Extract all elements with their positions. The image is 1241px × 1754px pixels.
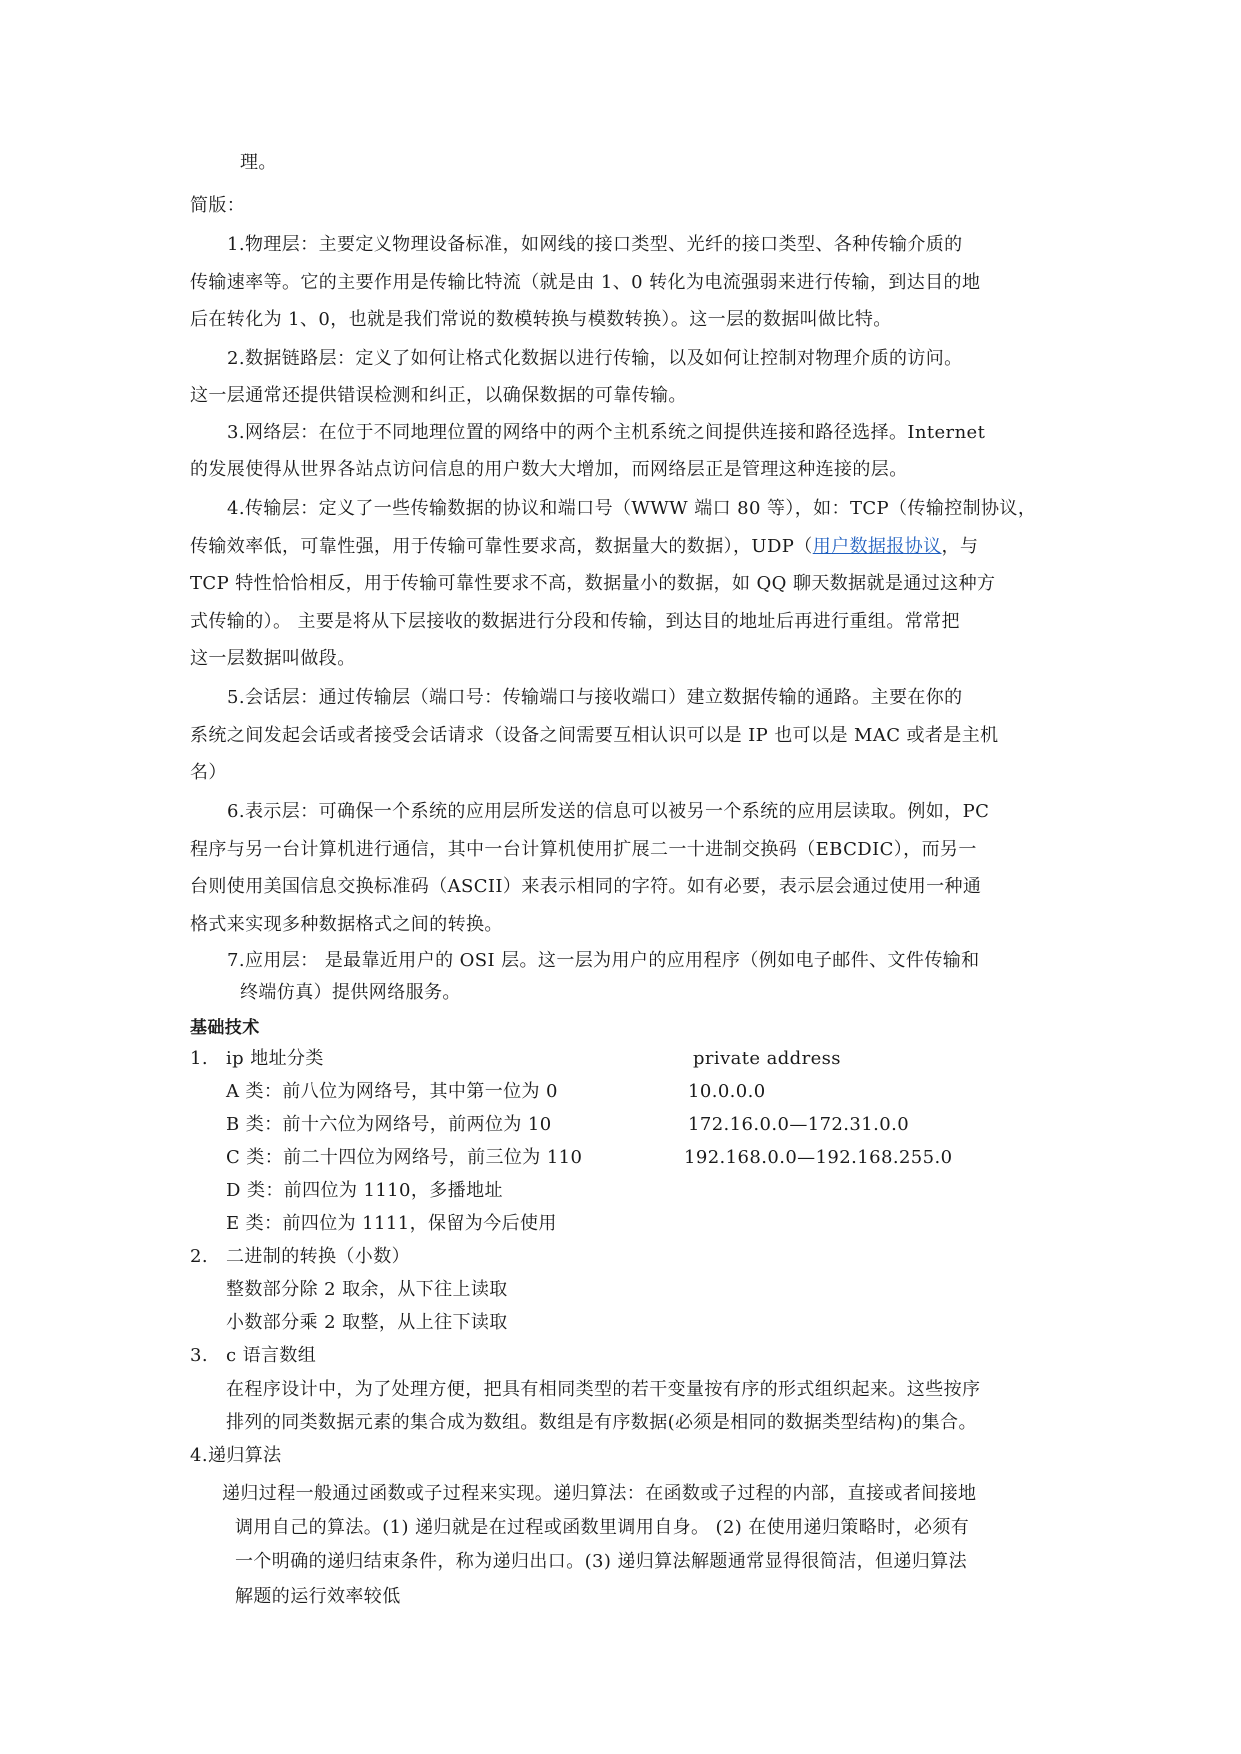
ip-class-desc: C 类：前二十四位为网络号，前三位为 110 bbox=[226, 1147, 583, 1168]
osi-network-line: 的发展使得从世界各站点访问信息的用户数大大增加，而网络层正是管理这种连接的层。 bbox=[190, 459, 908, 480]
list-title: 二进制的转换（小数） bbox=[226, 1246, 410, 1267]
osi-transport-line: 式传输的）。 主要是将从下层接收的数据进行分段和传输，到达目的地址后再进行重组。常常把 bbox=[190, 611, 960, 632]
binary-rule: 小数部分乘 2 取整，从上往下读取 bbox=[226, 1312, 508, 1333]
list-title: ip 地址分类 bbox=[226, 1048, 324, 1069]
osi-application-line: 7.应用层： 是最靠近用户的 OSI 层。这一层为用户的应用程序（例如电子邮件、文件传输和 bbox=[227, 950, 980, 971]
udp-link[interactable]: 用户数据报协议 bbox=[812, 536, 942, 557]
osi-transport-line: 4.传输层：定义了一些传输数据的协议和端口号（WWW 端口 80 等），如：TCP（传输控制协议， bbox=[227, 498, 1037, 519]
recursion-text: 调用自己的算法。(1) 递归就是在过程或函数里调用自身。 (2) 在使用递归策略时，必须有 bbox=[235, 1517, 970, 1538]
osi-transport-line bbox=[190, 534, 978, 560]
recursion-title: 4.递归算法 bbox=[190, 1445, 282, 1466]
osi-presentation-line: 6.表示层：可确保一个系统的应用层所发送的信息可以被另一个系统的应用层读取。例如，PC bbox=[227, 801, 990, 822]
c-array-title bbox=[190, 1343, 316, 1369]
osi-session-line: 5.会话层：通过传输层（端口号：传输端口与接收端口）建立数据传输的通路。主要在你的 bbox=[227, 687, 963, 708]
osi-transport-line: 这一层数据叫做段。 bbox=[190, 648, 356, 669]
osi-physical-line: 后在转化为 1、0，也就是我们常说的数模转换与模数转换）。这一层的数据叫做比特。 bbox=[190, 309, 892, 330]
list-number: 2. bbox=[190, 1246, 208, 1267]
ip-class-addr: 10.0.0.0 bbox=[688, 1081, 766, 1102]
continuation-text: 理。 bbox=[240, 152, 277, 173]
ip-class-desc: A 类：前八位为网络号，其中第一位为 0 bbox=[226, 1081, 558, 1102]
osi-transport-line: TCP 特性恰恰相反，用于传输可靠性要求不高，数据量小的数据，如 QQ 聊天数据就是通过这种方 bbox=[190, 573, 996, 594]
osi-session-line: 系统之间发起会话或者接受会话请求（设备之间需要互相认识可以是 IP 也可以是 MAC 或者是主机 bbox=[190, 725, 999, 746]
osi-datalink-line: 这一层通常还提供错误检测和纠正，以确保数据的可靠传输。 bbox=[190, 385, 687, 406]
osi-session-line: 名） bbox=[190, 762, 227, 783]
recursion-text: 递归过程一般通过函数或子过程来实现。递归算法：在函数或子过程的内部，直接或者间接地 bbox=[222, 1483, 977, 1504]
section-heading: 基础技术 bbox=[190, 1018, 260, 1038]
c-array-text: 排列的同类数据元素的集合成为数组。数组是有序数据(必须是相同的数据类型结构)的集合。 bbox=[226, 1412, 977, 1433]
transport-text: 传输效率低，可靠性强，用于传输可靠性要求高，数据量大的数据），UDP（ bbox=[190, 536, 813, 557]
osi-physical-line: 1.物理层：主要定义物理设备标准，如网线的接口类型、光纤的接口类型、各种传输介质的 bbox=[227, 234, 963, 255]
binary-conversion-title bbox=[190, 1244, 410, 1270]
osi-presentation-line: 程序与另一台计算机进行通信，其中一台计算机使用扩展二一十进制交换码（EBCDIC），而另一 bbox=[190, 839, 977, 860]
osi-presentation-line: 台则使用美国信息交换标准码（ASCII）来表示相同的字符。如有必要，表示层会通过使用一种通 bbox=[190, 876, 982, 897]
ip-classification-title bbox=[190, 1046, 324, 1072]
ip-class-addr: 172.16.0.0—172.31.0.0 bbox=[688, 1114, 910, 1135]
osi-application-line: 终端仿真）提供网络服务。 bbox=[240, 982, 461, 1003]
ip-class-desc: D 类：前四位为 1110，多播地址 bbox=[226, 1180, 503, 1201]
list-number: 3. bbox=[190, 1345, 208, 1366]
ip-class-desc: B 类：前十六位为网络号，前两位为 10 bbox=[226, 1114, 552, 1135]
osi-network-line: 3.网络层：在位于不同地理位置的网络中的两个主机系统之间提供连接和路径选择。Internet bbox=[227, 422, 986, 443]
ip-class-addr: 192.168.0.0—192.168.255.0 bbox=[684, 1147, 953, 1168]
osi-physical-line: 传输速率等。它的主要作用是传输比特流（就是由 1、0 转化为电流强弱来进行传输，到达目的地 bbox=[190, 272, 981, 293]
osi-presentation-line: 格式来实现多种数据格式之间的转换。 bbox=[190, 914, 503, 935]
recursion-text: 解题的运行效率较低 bbox=[235, 1586, 401, 1607]
binary-rule: 整数部分除 2 取余，从下往上读取 bbox=[226, 1279, 508, 1300]
simple-version-label: 简版： bbox=[190, 195, 246, 216]
c-array-text: 在程序设计中，为了处理方便，把具有相同类型的若干变量按有序的形式组织起来。这些按序 bbox=[226, 1379, 981, 1400]
list-number: 1. bbox=[190, 1048, 208, 1069]
transport-text: ，与 bbox=[941, 536, 979, 557]
private-address-header: private address bbox=[693, 1048, 841, 1069]
recursion-text: 一个明确的递归结束条件，称为递归出口。(3) 递归算法解题通常显得很简洁，但递归算法 bbox=[235, 1551, 968, 1572]
ip-class-desc: E 类：前四位为 1111，保留为今后使用 bbox=[226, 1213, 557, 1234]
list-title: c 语言数组 bbox=[226, 1345, 317, 1366]
osi-datalink-line: 2.数据链路层：定义了如何让格式化数据以进行传输，以及如何让控制对物理介质的访问。 bbox=[227, 348, 963, 369]
